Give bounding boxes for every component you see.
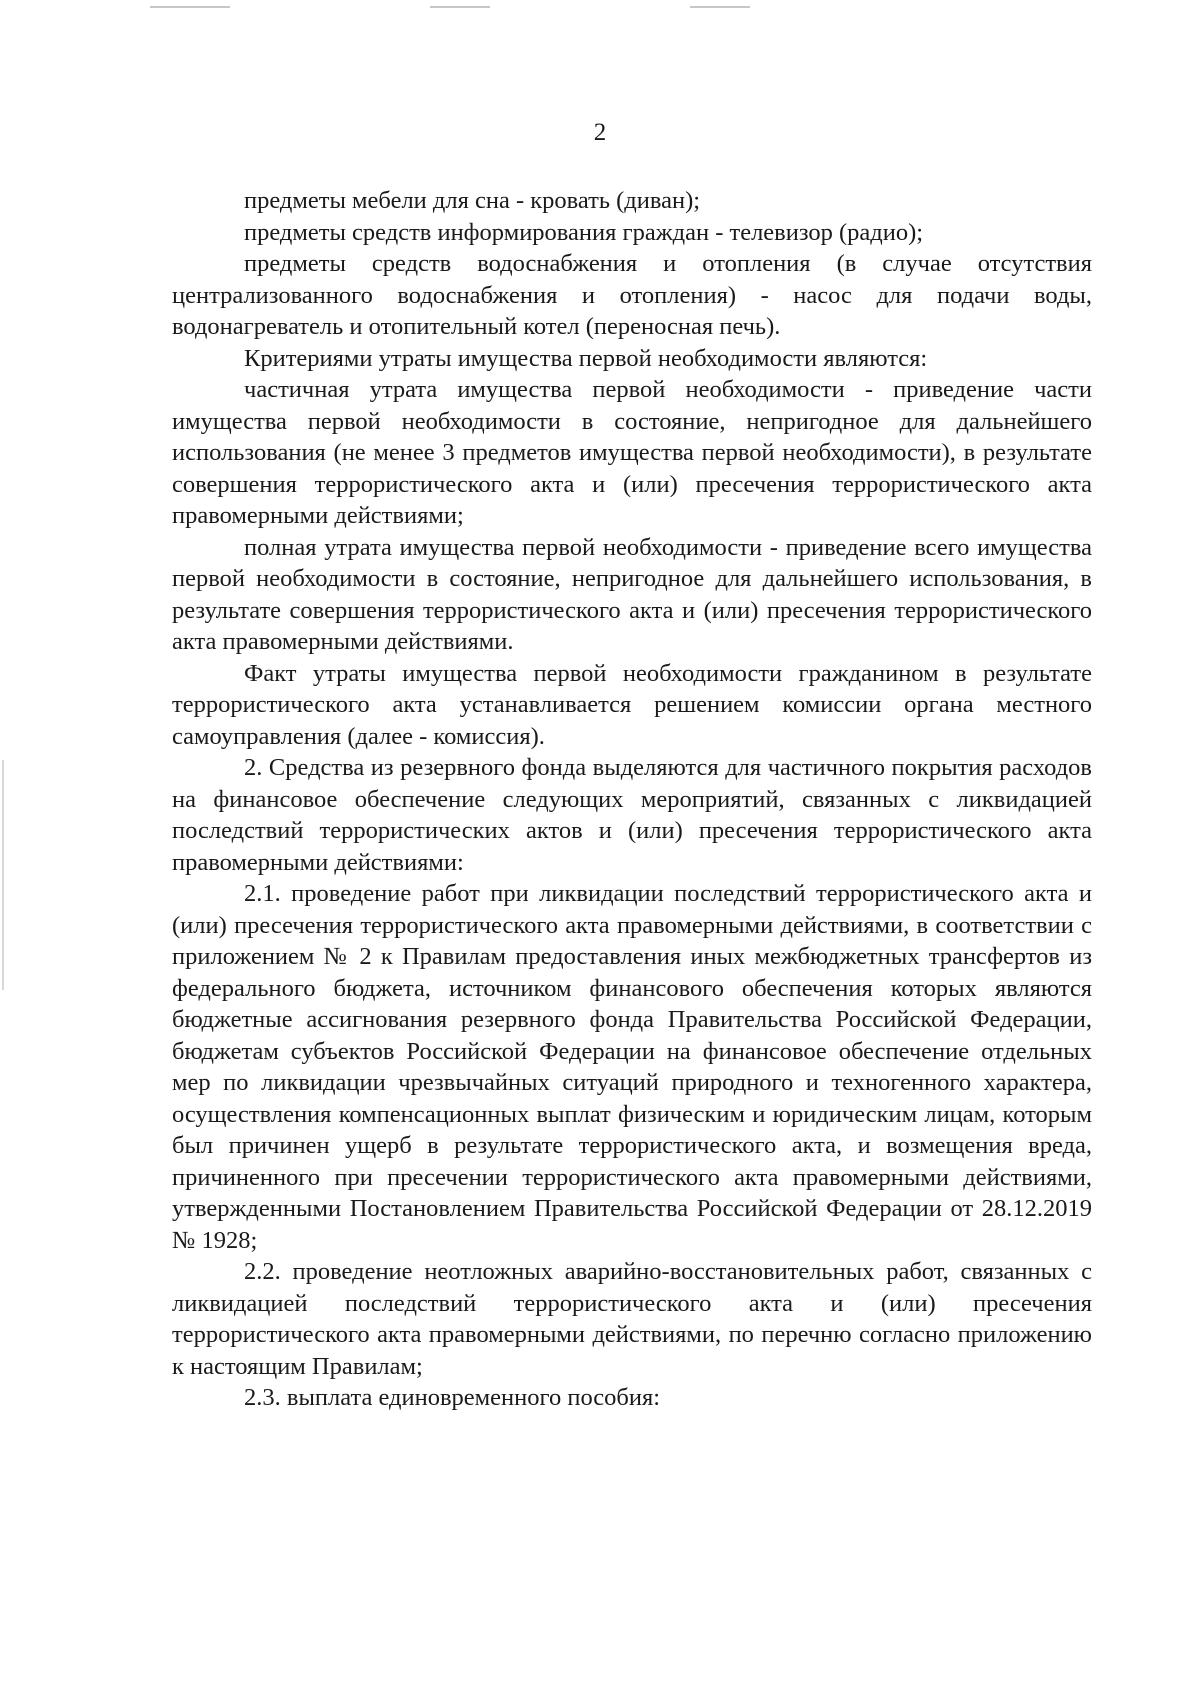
paragraph-loss-criteria-heading: Критериями утраты имущества первой необходимости являются: [244,344,928,372]
page-number: 2 [593,119,607,146]
paragraph-water-heating: предметы средств водоснабжения и отопления (в случае отсутствия централизованного водоснабжения и отопления) - насос для подачи воды, водонагреватель и отопительный котел (переносная печь). [172,250,1092,340]
scan-artifact-left-edge [2,760,4,990]
scan-artifact-top-left [150,6,230,8]
paragraph-loss-fact: Факт утраты имущества первой необходимости гражданином в результате террористического акта устанавливается решением комиссии органа местного самоуправления (далее - комиссия). [172,659,1092,750]
paragraph-full-loss: полная утрата имущества первой необходимости - приведение всего имущества первой необходимости в состояние, непригодное для дальнейшего использования, в результате совершения террористического акта и (или) пресечения террористического акта правомерными действиями. [172,533,1092,655]
paragraph-furniture: предметы мебели для сна - кровать (диван); [244,187,701,214]
paragraph-section-2-3: 2.3. выплата единовременного пособия: [244,1384,661,1411]
scan-artifact-top-right [690,6,750,8]
paragraph-section-2-2: 2.2. проведение неотложных аварийно-восстановительных работ, связанных с ликвидацией последствий террористического акта и (или) пресечения террористического акта правомерными действиями, по перечню согласно приложению к настоящим Правилам; [172,1258,1092,1380]
paragraph-section-2: 2. Средства из резервного фонда выделяются для частичного покрытия расходов на финансовое обеспечение следующих мероприятий, связанных с ликвидацией последствий террористических актов и (или) пресечения террористического акта правомерными действиями: [172,754,1092,876]
scan-artifact-top-middle [430,6,490,8]
paragraph-partial-loss: частичная утрата имущества первой необходимости - приведение части имущества первой необходимости в состояние, непригодное для дальнейшего использования (не менее 3 предметов имущества первой необходимости), в результате совершения террористического акта и (или) пресечения террористического акта правомерными действиями; [172,376,1092,529]
paragraph-section-2-1: 2.1. проведение работ при ликвидации последствий террористического акта и (или) пресечения террористического акта правомерными действиями, в соответствии с приложением № 2 к Правилам предоставления иных межбюджетных трансфертов из федерального бюджета, источником финансового обеспечения которых являются бюджетные ассигнования резервного фонда Правительства Российской Федерации, бюджетам субъектов Российской Федерации на финансовое обеспечение отдельных мер по ликвидации чрезвычайных ситуаций природного и техногенного характера, осуществления компенсационных выплат физическим и юридическим лицам, которым был причинен ущерб в результате террористического акта, и возмещения вреда, причиненного при пресечении террористического акта правомерными действиями, утвержденными Постановлением Правительства Российской Федерации от 28.12.2019 № 1928; [172,880,1092,1254]
paragraph-information-devices: предметы средств информирования граждан - телевизор (радио); [244,218,924,246]
document-body [172,185,1092,1414]
